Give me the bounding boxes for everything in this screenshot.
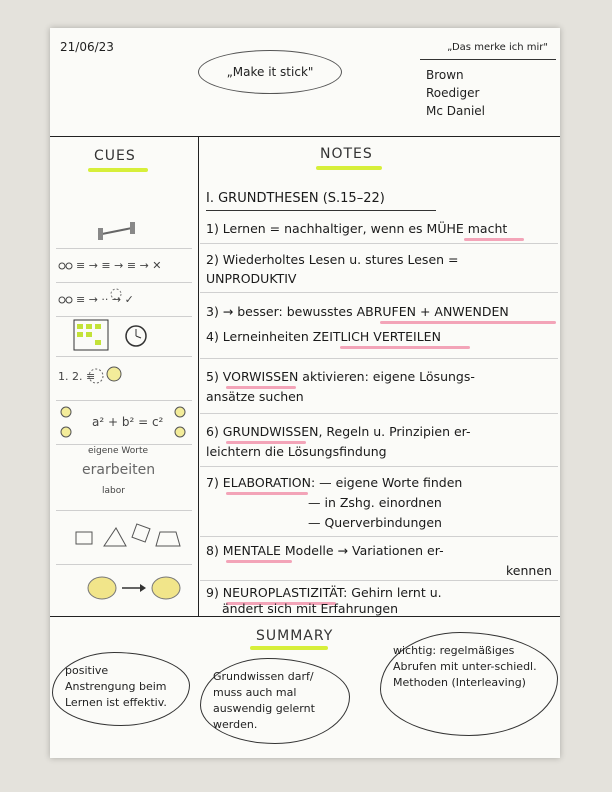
cue-row xyxy=(56,564,192,612)
brain-icon xyxy=(56,564,192,612)
author: Roediger xyxy=(426,86,480,100)
note-7-cont: — Querverbindungen xyxy=(308,515,442,530)
note-9-cont: ändert sich mit Erfahrungen xyxy=(222,601,399,616)
note-3: 3) → besser: bewusstes ABRUFEN + ANWENDEN xyxy=(206,304,509,319)
remember-underline xyxy=(420,59,556,60)
note-5-cont: ansätze suchen xyxy=(206,389,304,404)
summary-bubble-left: positive Anstrengung beim Lernen ist effektiv. xyxy=(52,652,190,726)
notes-highlight xyxy=(316,166,382,170)
note-1: 1) Lernen = nachhaltiger, wenn es MÜHE macht xyxy=(206,221,508,236)
author: Mc Daniel xyxy=(426,104,486,118)
cue-row xyxy=(56,282,192,317)
summary-bubble-middle: Grundwissen darf/ muss auch mal auswendig gelernt werden. xyxy=(200,658,350,744)
note-2: 2) Wiederholtes Lesen u. stures Lesen = xyxy=(206,252,459,267)
summary-header: SUMMARY xyxy=(256,628,334,644)
notes-header: NOTES xyxy=(320,146,373,162)
note-7: 7) ELABORATION: — eigene Worte finden xyxy=(206,475,463,490)
highlight-mark xyxy=(464,238,524,241)
dumbbell-icon xyxy=(56,214,192,248)
cue-row xyxy=(56,444,192,511)
note-8: 8) MENTALE Modelle → Variationen er- xyxy=(206,543,444,558)
calendar-icon xyxy=(56,316,192,356)
note-6: 6) GRUNDWISSEN, Regeln u. Prinzipien er- xyxy=(206,424,471,439)
note-2-cont: UNPRODUKTIV xyxy=(206,271,297,286)
cues-header: CUES xyxy=(94,148,136,164)
note-divider xyxy=(200,243,558,244)
cue-labor: labor xyxy=(102,486,125,496)
note-5: 5) VORWISSEN aktivieren: eigene Lösungs- xyxy=(206,369,475,384)
note-divider xyxy=(200,292,558,293)
note-divider xyxy=(200,536,558,537)
notes-sheet xyxy=(50,28,560,758)
cue-row xyxy=(56,248,192,283)
author: Brown xyxy=(426,68,464,82)
cue-elaborate: erarbeiten xyxy=(82,462,156,478)
note-divider xyxy=(200,580,558,581)
column-divider xyxy=(198,136,199,616)
note-9: 9) NEUROPLASTIZITÄT: Gehirn lernt u. xyxy=(206,585,442,600)
note-divider xyxy=(200,358,558,359)
cues-highlight xyxy=(88,168,148,172)
header-divider xyxy=(50,136,560,137)
highlight-mark xyxy=(226,560,292,563)
shapes-icon xyxy=(56,510,192,564)
highlight-mark xyxy=(226,492,308,495)
note-divider xyxy=(200,466,558,467)
highlight-mark xyxy=(340,346,470,349)
cue-formula: a² + b² = c² xyxy=(92,415,164,429)
remember-label: „Das merke ich mir" xyxy=(447,42,548,53)
note-8-cont: kennen xyxy=(506,563,552,578)
cue-row xyxy=(56,316,192,357)
cue-row xyxy=(56,356,192,401)
summary-highlight xyxy=(250,646,328,650)
cue-reread: ≡ → ≡ → ≡ → ✕ xyxy=(76,259,162,272)
cue-prior-knowledge: 1. 2. ≡ xyxy=(58,370,96,383)
cue-own-words: eigene Worte xyxy=(88,446,149,456)
section-heading: I. GRUNDTHESEN (S.15–22) xyxy=(206,191,385,206)
book-title: „Make it stick" xyxy=(198,50,342,94)
note-4: 4) Lerneinheiten ZEITLICH VERTEILEN xyxy=(206,329,441,344)
note-7-cont: — in Zshg. einordnen xyxy=(308,495,442,510)
authors-list xyxy=(426,66,485,120)
date: 21/06/23 xyxy=(60,40,114,54)
summary-bubble-right: wichtig: regelmäßiges Abrufen mit unter-schiedl. Methoden (Interleaving) xyxy=(380,632,558,736)
note-divider xyxy=(200,413,558,414)
cue-retrieve: ≡ → ·· → ✓ xyxy=(76,293,134,306)
note-6-cont: leichtern die Lösungsfindung xyxy=(206,444,387,459)
highlight-mark xyxy=(380,321,556,324)
cue-row xyxy=(56,400,192,445)
cue-row xyxy=(56,510,192,565)
cue-row xyxy=(56,214,192,249)
section-underline xyxy=(206,210,436,211)
